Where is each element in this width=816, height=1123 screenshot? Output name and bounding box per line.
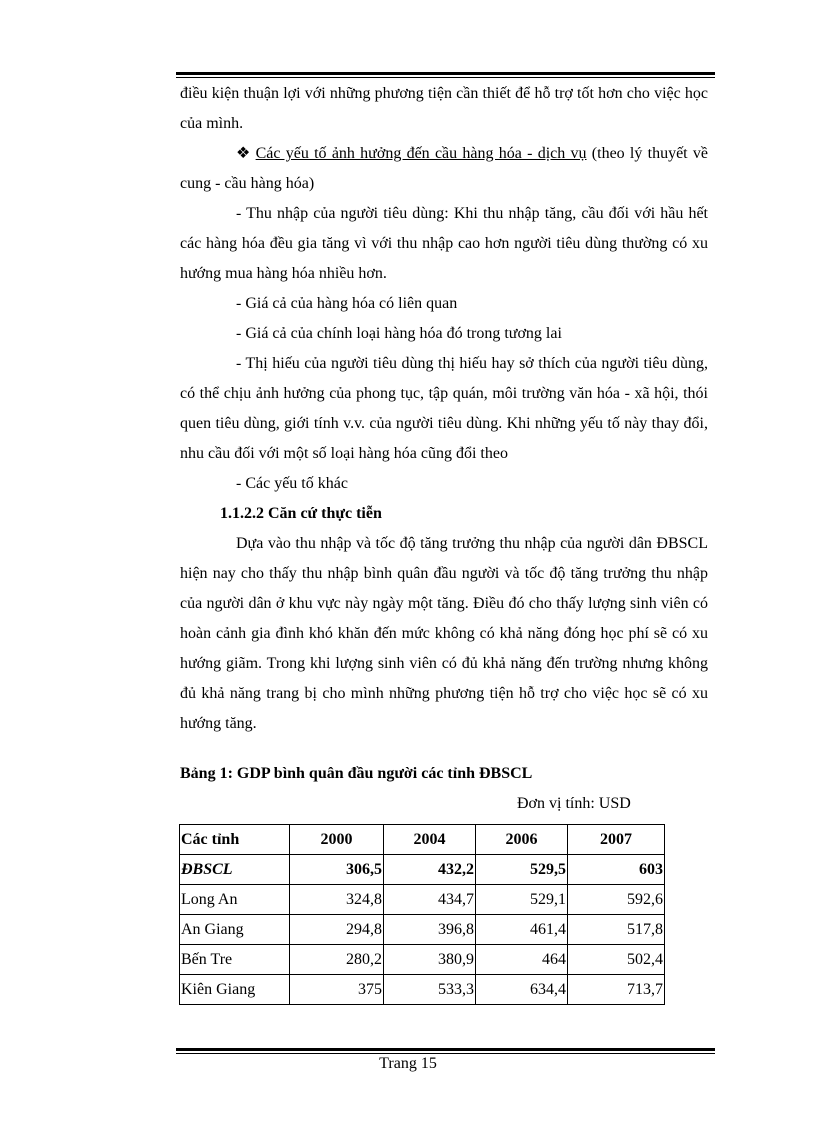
province-cell: Long An xyxy=(180,885,290,915)
header-cell: Các tỉnh xyxy=(180,825,290,855)
header-cell: 2000 xyxy=(290,825,384,855)
province-cell: Kiên Giang xyxy=(180,975,290,1005)
value-cell: 306,5 xyxy=(290,855,384,885)
value-cell: 396,8 xyxy=(384,915,476,945)
value-cell: 461,4 xyxy=(476,915,568,945)
paragraph-related-price: - Giá cả của hàng hóa có liên quan xyxy=(236,295,458,312)
value-cell: 294,8 xyxy=(290,915,384,945)
table-title: Bảng 1: GDP bình quân đầu người các tỉnh ĐBSCL xyxy=(180,765,533,782)
value-cell: 432,2 xyxy=(384,855,476,885)
value-cell: 324,8 xyxy=(290,885,384,915)
section-heading: 1.1.2.2 Căn cứ thực tiễn xyxy=(220,505,382,522)
table-header-row xyxy=(180,825,665,855)
table-row xyxy=(180,945,665,975)
paragraph-income: - Thu nhập của người tiêu dùng: Khi thu nhập tăng, cầu đối với hầu hết các hàng hóa đều gia tăng vì với thu nhập cao hơn người tiêu dùng thường có xu hướng mua hàng hóa nhiều hơn. xyxy=(180,205,708,282)
value-cell: 592,6 xyxy=(568,885,665,915)
footer-rule xyxy=(176,1048,715,1054)
bullet-title: Các yếu tố ảnh hưởng đến cầu hàng hóa - dịch vụ xyxy=(255,145,587,162)
header-cell: 2007 xyxy=(568,825,665,855)
paragraph-future-price: - Giá cả của chính loại hàng hóa đó trong tương lai xyxy=(236,325,562,342)
province-cell: Bến Tre xyxy=(180,945,290,975)
table-row xyxy=(180,915,665,945)
value-cell: 434,7 xyxy=(384,885,476,915)
table-row-total xyxy=(180,855,665,885)
value-cell: 464 xyxy=(476,945,568,975)
province-cell: An Giang xyxy=(180,915,290,945)
table-row xyxy=(180,885,665,915)
bullet-note: (theo lý thuyết về cung - cầu hàng hóa) xyxy=(180,145,708,192)
value-cell: 375 xyxy=(290,975,384,1005)
paragraph-other: - Các yếu tố khác xyxy=(236,475,348,492)
header-rule xyxy=(176,72,715,78)
value-cell: 517,8 xyxy=(568,915,665,945)
table-unit: Đơn vị tính: USD xyxy=(517,795,631,812)
bullet-paragraph xyxy=(180,139,708,199)
value-cell: 502,4 xyxy=(568,945,665,975)
diamond-bullet-icon: ❖ xyxy=(236,145,252,162)
value-cell: 634,4 xyxy=(476,975,568,1005)
value-cell: 529,1 xyxy=(476,885,568,915)
value-cell: 529,5 xyxy=(476,855,568,885)
value-cell: 713,7 xyxy=(568,975,665,1005)
table-row xyxy=(180,975,665,1005)
page-number: Trang 15 xyxy=(379,1055,437,1072)
province-cell: ĐBSCL xyxy=(180,855,290,885)
value-cell: 280,2 xyxy=(290,945,384,975)
gdp-table xyxy=(179,824,665,1005)
value-cell: 533,3 xyxy=(384,975,476,1005)
value-cell: 603 xyxy=(568,855,665,885)
header-cell: 2006 xyxy=(476,825,568,855)
paragraph-intro: điều kiện thuận lợi với những phương tiện cần thiết để hỗ trợ tốt hơn cho việc học của mình. xyxy=(180,85,708,132)
value-cell: 380,9 xyxy=(384,945,476,975)
paragraph-practice: Dựa vào thu nhập và tốc độ tăng trưởng thu nhập của người dân ĐBSCL hiện nay cho thấy thu nhập bình quân đầu người và tốc độ tăng trưởng thu nhập của người dân ở khu vực này ngày một tăng. Điều đó cho thấy lượng sinh viên có hoàn cảnh gia đình khó khăn đến mức không có khả năng đóng học phí sẽ có xu hướng giãm. Trong khi lượng sinh viên có đủ khả năng đến trường nhưng không đủ khả năng trang bị cho mình những phương tiện hỗ trợ cho việc học sẽ có xu hướng tăng. xyxy=(180,535,708,732)
document-body xyxy=(180,79,708,739)
header-cell: 2004 xyxy=(384,825,476,855)
paragraph-taste: - Thị hiếu của người tiêu dùng thị hiếu hay sở thích của người tiêu dùng, có thể chịu ảnh hưởng của phong tục, tập quán, môi trường văn hóa - xã hội, thói quen tiêu dùng, giới tính v.v. của người tiêu dùng. Khi những yếu tố này thay đổi, nhu cầu đối với một số loại hàng hóa cũng đổi theo xyxy=(180,355,708,462)
